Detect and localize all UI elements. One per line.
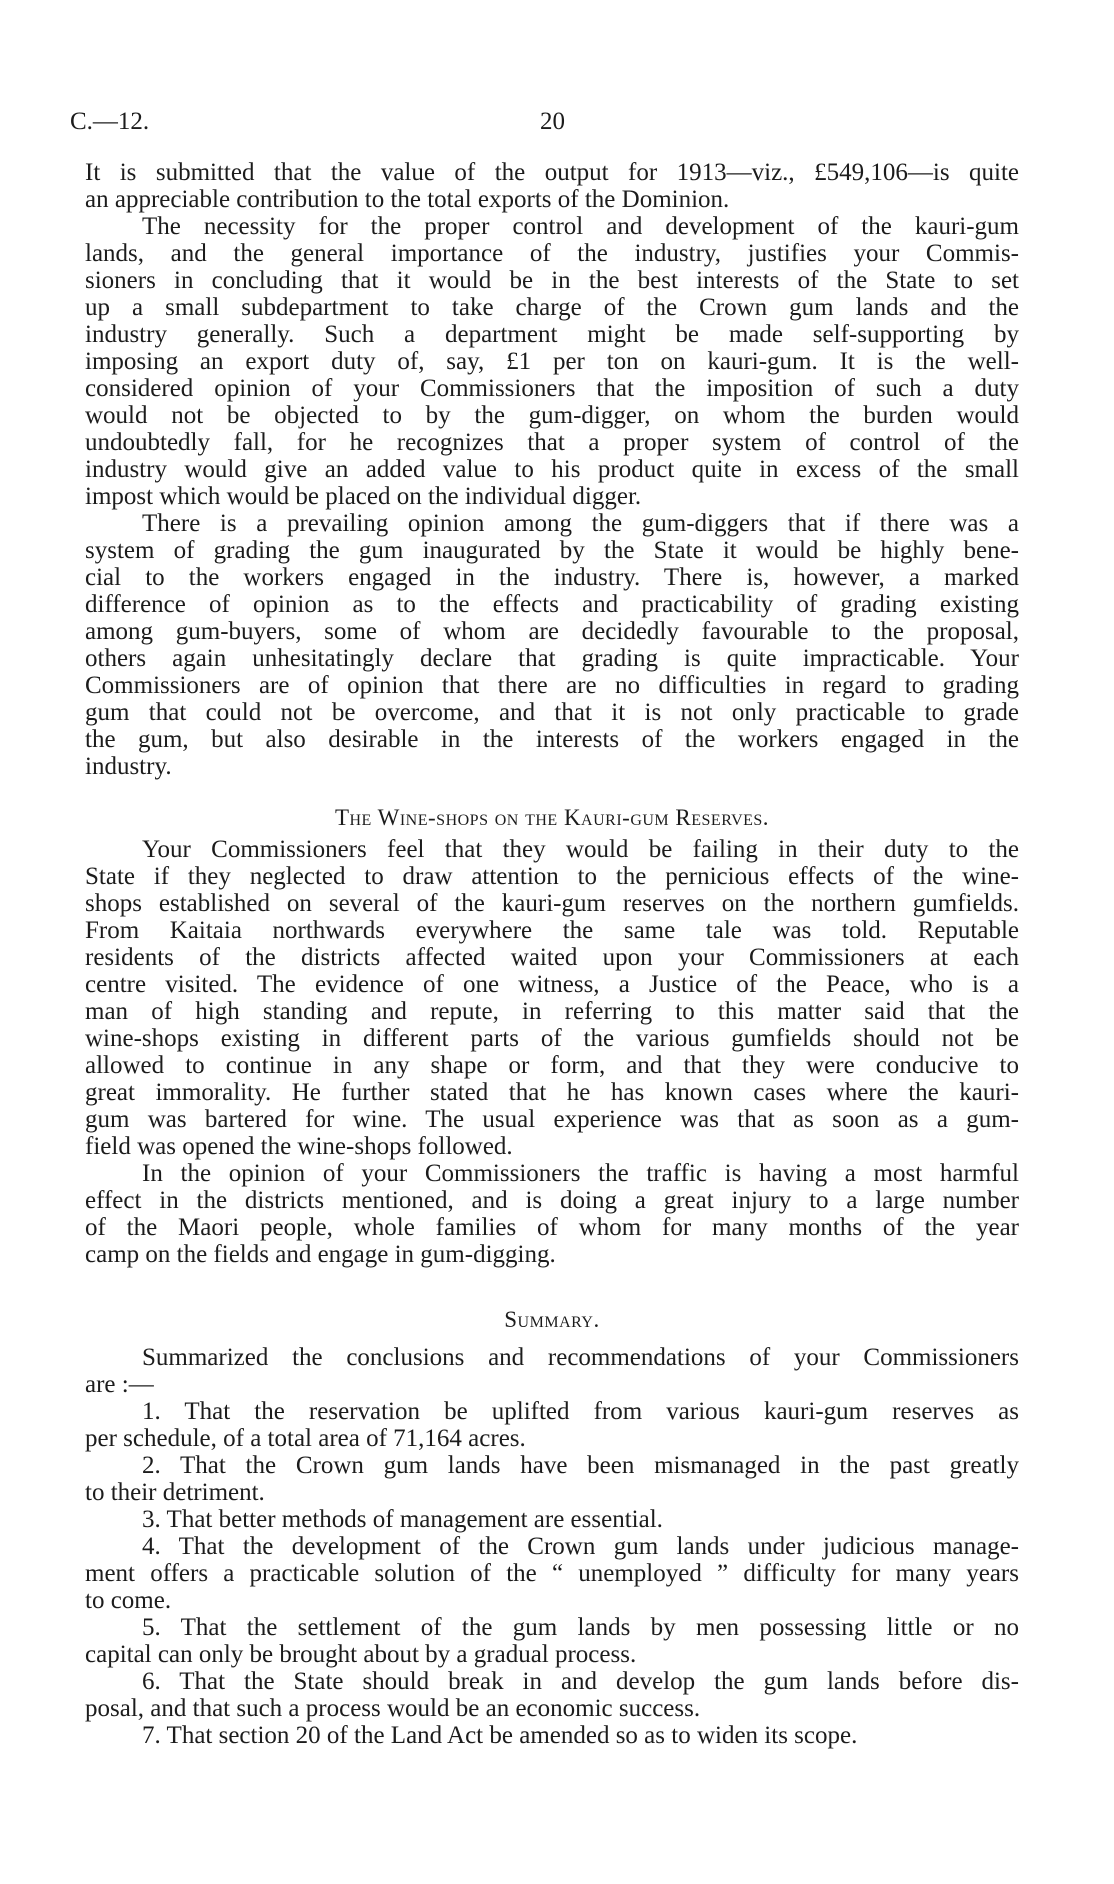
text-line: posal, and that such a process would be an economic success. bbox=[85, 1695, 701, 1722]
text-line: sioners in concluding that it would be in the best interests of the State to set bbox=[85, 267, 1019, 294]
text-line: effect in the districts mentioned, and is doing a great injury to a large number bbox=[85, 1187, 1019, 1214]
text-line: 1. That the reservation be uplifted from various kauri-gum reserves as bbox=[142, 1398, 1019, 1425]
text-line: difference of opinion as to the effects and practicability of grading existing bbox=[85, 591, 1019, 618]
summary-item bbox=[85, 1506, 1019, 1533]
text-line: others again unhesitatingly declare that grading is quite impracticable. Your bbox=[85, 645, 1019, 672]
text-line: are :— bbox=[85, 1371, 154, 1398]
summary-item bbox=[85, 1614, 1019, 1668]
text-line: field was opened the wine-shops followed. bbox=[85, 1133, 513, 1160]
text-line: undoubtedly fall, for he recognizes that a proper system of control of the bbox=[85, 429, 1019, 456]
page-number: 20 bbox=[540, 108, 565, 135]
text-line: From Kaitaia northwards everywhere the same tale was told. Reputable bbox=[85, 917, 1019, 944]
text-line: an appreciable contribution to the total exports of the Dominion. bbox=[85, 186, 730, 213]
section-wine-shops bbox=[85, 836, 1019, 1268]
paragraph bbox=[85, 836, 1019, 1160]
summary-item bbox=[85, 1452, 1019, 1506]
summary-item bbox=[85, 1722, 1019, 1749]
text-line: imposing an export duty of, say, £1 per ton on kauri-gum. It is the well- bbox=[85, 348, 1019, 375]
summary-item bbox=[85, 1398, 1019, 1452]
text-line: per schedule, of a total area of 71,164 acres. bbox=[85, 1425, 526, 1452]
text-line: State if they neglected to draw attention to the pernicious effects of the wine- bbox=[85, 863, 1019, 890]
text-line: camp on the fields and engage in gum-digging. bbox=[85, 1241, 556, 1268]
section-gum-output-and-grading bbox=[85, 159, 1019, 780]
text-line: residents of the districts affected waited upon your Commissioners at each bbox=[85, 944, 1019, 971]
text-line: gum that could not be overcome, and that it is not only practicable to grade bbox=[85, 699, 1019, 726]
text-line: the gum, but also desirable in the interests of the workers engaged in the bbox=[85, 726, 1019, 753]
text-line: It is submitted that the value of the output for 1913—viz., £549,106—is quite bbox=[85, 159, 1019, 186]
text-line: system of grading the gum inaugurated by the State it would be highly bene- bbox=[85, 537, 1019, 564]
text-line: great immorality. He further stated that he has known cases where the kauri- bbox=[85, 1079, 1019, 1106]
text-line: cial to the workers engaged in the industry. There is, however, a marked bbox=[85, 564, 1019, 591]
paragraph bbox=[85, 1160, 1019, 1268]
text-line: considered opinion of your Commissioners that the imposition of such a duty bbox=[85, 375, 1019, 402]
summary-item bbox=[85, 1533, 1019, 1614]
text-line: industry generally. Such a department might be made self-supporting by bbox=[85, 321, 1019, 348]
paragraph bbox=[85, 1344, 1019, 1398]
text-line: to come. bbox=[85, 1587, 172, 1614]
text-line: among gum-buyers, some of whom are decidedly favourable to the proposal, bbox=[85, 618, 1019, 645]
paragraph bbox=[85, 159, 1019, 213]
text-line: industry. bbox=[85, 753, 172, 780]
section-heading-wine-shops: The Wine-shops on the Kauri-gum Reserves. bbox=[334, 805, 770, 830]
text-line: up a small subdepartment to take charge of the Crown gum lands and the bbox=[85, 294, 1019, 321]
text-line: ment offers a practicable solution of the “ unemployed ” difficulty for many years bbox=[85, 1560, 1019, 1587]
text-line: 7. That section 20 of the Land Act be amended so as to widen its scope. bbox=[142, 1722, 858, 1749]
text-line: to their detriment. bbox=[85, 1479, 265, 1506]
text-line: 2. That the Crown gum lands have been mismanaged in the past greatly bbox=[142, 1452, 1019, 1479]
text-line: man of high standing and repute, in referring to this matter said that the bbox=[85, 998, 1019, 1025]
text-line: gum was bartered for wine. The usual experience was that as soon as a gum- bbox=[85, 1106, 1019, 1133]
text-line: capital can only be brought about by a gradual process. bbox=[85, 1641, 637, 1668]
summary-item bbox=[85, 1668, 1019, 1722]
section-heading-summary: Summary. bbox=[504, 1307, 600, 1332]
text-line: allowed to continue in any shape or form, and that they were conducive to bbox=[85, 1052, 1019, 1079]
text-line: lands, and the general importance of the industry, justifies your Commis- bbox=[85, 240, 1019, 267]
text-line: There is a prevailing opinion among the gum-diggers that if there was a bbox=[142, 510, 1019, 537]
text-line: centre visited. The evidence of one witness, a Justice of the Peace, who is a bbox=[85, 971, 1019, 998]
text-line: industry would give an added value to his product quite in excess of the small bbox=[85, 456, 1019, 483]
text-line: shops established on several of the kauri-gum reserves on the northern gumfields. bbox=[85, 890, 1019, 917]
text-line: The necessity for the proper control and development of the kauri-gum bbox=[142, 213, 1019, 240]
text-line: In the opinion of your Commissioners the traffic is having a most harmful bbox=[142, 1160, 1019, 1187]
text-line: 5. That the settlement of the gum lands by men possessing little or no bbox=[142, 1614, 1019, 1641]
text-line: of the Maori people, whole families of whom for many months of the year bbox=[85, 1214, 1019, 1241]
text-line: Commissioners are of opinion that there are no difficulties in regard to grading bbox=[85, 672, 1019, 699]
text-line: impost which would be placed on the individual digger. bbox=[85, 483, 642, 510]
text-line: 4. That the development of the Crown gum lands under judicious manage- bbox=[142, 1533, 1019, 1560]
text-line: 3. That better methods of management are essential. bbox=[142, 1506, 663, 1533]
text-line: 6. That the State should break in and develop the gum lands before dis- bbox=[142, 1668, 1019, 1695]
report-code: C.—12. bbox=[70, 108, 150, 135]
text-line: Summarized the conclusions and recommendations of your Commissioners bbox=[142, 1344, 1019, 1371]
text-line: Your Commissioners feel that they would be failing in their duty to the bbox=[142, 836, 1019, 863]
section-summary bbox=[85, 1344, 1019, 1749]
text-line: would not be objected to by the gum-digger, on whom the burden would bbox=[85, 402, 1019, 429]
text-line: wine-shops existing in different parts of the various gumfields should not be bbox=[85, 1025, 1019, 1052]
paragraph bbox=[85, 213, 1019, 510]
paragraph bbox=[85, 510, 1019, 780]
